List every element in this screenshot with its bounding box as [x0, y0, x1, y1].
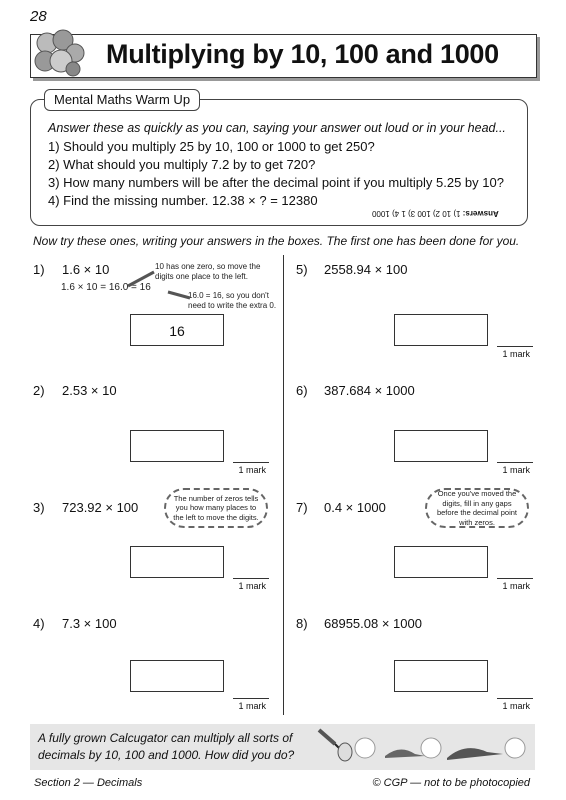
egg-icon: [338, 743, 352, 761]
question-text: 1.6 × 10: [62, 262, 110, 277]
answer-box-1[interactable]: 16: [130, 314, 224, 346]
answers-text: 1) 10 2) 100 3) 1 4) 1000: [372, 209, 461, 218]
review-text: A fully grown Calcugator can multiply all sorts of decimals by 10, 100 and 1000. How did you do?: [38, 731, 295, 762]
page-number: 28: [30, 8, 47, 25]
answers-label: Answers:: [462, 209, 499, 218]
tip-bubble: Once you've moved the digits, fill in any gaps before the decimal point with zeros.: [425, 488, 529, 528]
tick-circle-icon[interactable]: [421, 738, 441, 758]
question-number: 6): [296, 383, 308, 398]
tick-circle-icon[interactable]: [355, 738, 375, 758]
mark-label: 1 mark: [238, 701, 266, 711]
mark-label: 1 mark: [502, 465, 530, 475]
question-number: 8): [296, 616, 308, 631]
warm-up-intro: Answer these as quickly as you can, saying your answer out loud or in your head...: [48, 121, 506, 135]
pencil-icon: [319, 730, 339, 748]
small-gator-icon: [385, 749, 425, 758]
mark-label: 1 mark: [502, 701, 530, 711]
answer-box-5[interactable]: [394, 314, 488, 346]
tick-circle-icon[interactable]: [505, 738, 525, 758]
mark-line: [497, 462, 533, 463]
answer-box-2[interactable]: [130, 430, 224, 462]
arrow-icon: [122, 268, 194, 304]
answer-box-3[interactable]: [130, 546, 224, 578]
question-text: 2558.94 × 100: [324, 262, 408, 277]
title-bar: [30, 34, 537, 78]
question-text: 387.684 × 1000: [324, 383, 415, 398]
question-number: 2): [33, 383, 45, 398]
warm-up-question-3: 3) How many numbers will be after the decimal point if you multiply 5.25 by 10?: [48, 175, 504, 190]
question-number: 1): [33, 262, 45, 277]
question-number: 3): [33, 500, 45, 515]
warm-up-question-2: 2) What should you multiply 7.2 by to get 720?: [48, 157, 316, 172]
worked-note-top: 10 has one zero, so move the digits one place to the left.: [155, 262, 261, 281]
column-divider: [283, 255, 284, 715]
mark-label: 1 mark: [502, 349, 530, 359]
large-gator-icon: [447, 748, 503, 760]
mark-line: [497, 698, 533, 699]
worked-working: 1.6 × 10 = 16.0 = 16: [61, 282, 151, 293]
mark-line: [233, 698, 269, 699]
question-number: 4): [33, 616, 45, 631]
instruction-text: Now try these ones, writing your answers in the boxes. The first one has been done for you.: [33, 234, 520, 248]
coins-icon: [33, 29, 85, 77]
footer-section: Section 2 — Decimals: [34, 777, 143, 789]
mark-line: [497, 346, 533, 347]
mark-line: [497, 578, 533, 579]
warm-up-answers: [372, 209, 499, 218]
question-text: 723.92 × 100: [62, 500, 139, 515]
question-text: 2.53 × 10: [62, 383, 117, 398]
warm-up-tab: Mental Maths Warm Up: [44, 89, 200, 111]
footer-copyright: © CGP — not to be photocopied: [372, 777, 530, 789]
worked-note-bottom: 16.0 = 16, so you don't need to write the extra 0.: [188, 291, 277, 310]
question-text: 68955.08 × 1000: [324, 616, 422, 631]
mark-label: 1 mark: [238, 465, 266, 475]
warm-up-question-1: 1) Should you multiply 25 by 10, 100 or 1000 to get 250?: [48, 139, 375, 154]
question-text: 7.3 × 100: [62, 616, 117, 631]
mark-label: 1 mark: [238, 581, 266, 591]
mark-label: 1 mark: [502, 581, 530, 591]
answer-box-7[interactable]: [394, 546, 488, 578]
mark-line: [233, 578, 269, 579]
mark-line: [233, 462, 269, 463]
warm-up-question-4: 4) Find the missing number. 12.38 × ? = 12380: [48, 193, 318, 208]
answer-box-8[interactable]: [394, 660, 488, 692]
page-title: Multiplying by 10, 100 and 1000: [106, 39, 499, 69]
answer-box-4[interactable]: [130, 660, 224, 692]
question-text: 0.4 × 1000: [324, 500, 386, 515]
tip-bubble: The number of zeros tells you how many places to the left to move the digits.: [164, 488, 268, 528]
question-number: 7): [296, 500, 308, 515]
question-number: 5): [296, 262, 308, 277]
answer-box-6[interactable]: [394, 430, 488, 462]
self-rating-icons: [315, 726, 530, 768]
